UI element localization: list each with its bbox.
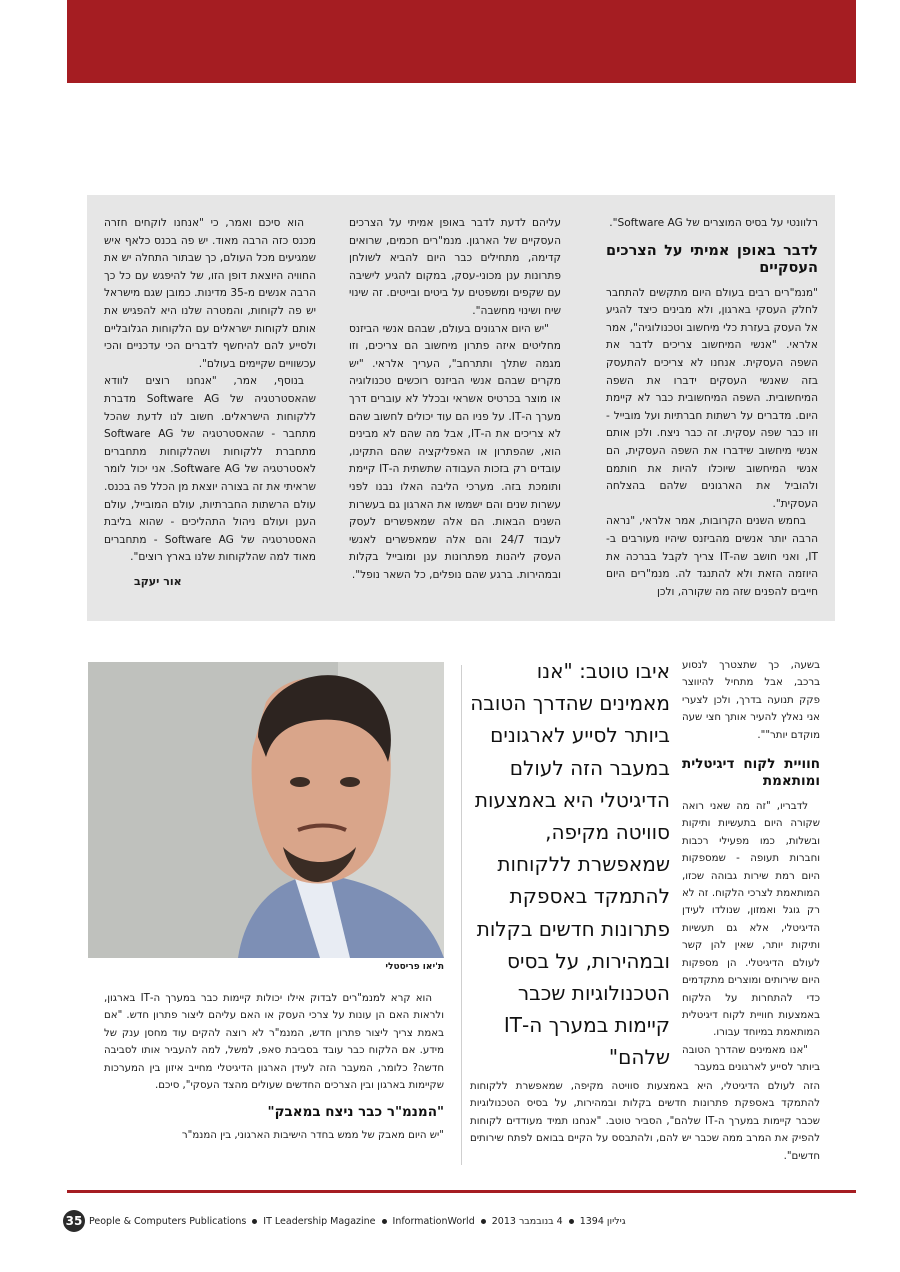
paragraph: "מנמ"רים רבים בעולם היום מתקשים להתחבר לחלק העסקי בארגון, ולא מבינים כיצד להגיע אל העסק בעזרת כלי מיחשוב וטכנולוגיה", אמר אלראי. "אנשי המיחשוב צריכים לדבר את השפה העסקית. אנחנו לא צריכים להתעסק בזה שאנשי העסקים ידברו את השפה המיחשובית. השפה המיחשובית כבר לא קיימת היום. מדברים על רשתות חברתיות ועל מובייל - וזו כבר שפה עסקית. זה כבר ניצח. ולכן אותם אנשי מיחשוב שידברו את השפה העסקית, הם אנשי המיחשוב שיוכלו להיות את חותמם ולהוביל את הארגונים שלהם בהצלחה העסקית". bbox=[606, 286, 818, 510]
paragraph: בשעה, כך שתצטרך לנסוע ברכב, אבל מתחיל להיווצר פקק תנועה בדרך, ולכן לצערי אני נאלץ להעיר אותך חצי שעה מוקדם יותר"". bbox=[682, 660, 820, 741]
pull-quote: איבו טוטב: "אנו מאמינים שהדרך הטובה ביותר לסייע לארגונים במעבר הזה לעולם הדיגיטלי היא באמצעות סוויטה מקיפה, שמאפשרת ללקוחות להתמקד באספקת פתרונות חדשים בקלות ובמהירות, על בסיס הטכנולוגיות שכבר קיימות במערך ה-IT שלהם" bbox=[470, 659, 670, 1070]
bullet-icon bbox=[252, 1219, 257, 1224]
paragraph: "אנו מאמינים שהדרך הטובה ביותר לסייע לארגונים במעבר bbox=[682, 1044, 820, 1074]
bullet-icon bbox=[382, 1219, 387, 1224]
paragraph: בחמש השנים הקרובות, אמר אלראי, "נראה הרבה יותר אנשים מהביזנס שיהיו מעורבים ב-IT, ואני חושב שה-IT צריך לקבל בברכה את היוזמה הזאת ולא להתנגד לה. מנמ"רים היום חייבים להפנים שזה מה שקורה, ולכן bbox=[606, 515, 818, 598]
paragraph: הוא קרא למנמ"רים לבדוק אילו יכולות קיימות כבר במערך ה-IT בארגון, ולראות האם הן עונות על צרכי העסק או האם עליהם ליצור פתרון חדש. "אם באמת צריך ליצור פתרון חדש, המנמ"ר לא רוצה להקים עוד מחסן ענק של מידע. אם הלקוח כבר עובד בסביבת סאפ, למשל, למה להעביר אותו לסביבה חדשה? כלומר, המעבר הזה לעידן הארגון הדיגיטלי מחייב איזון בין המערכות שקיימות בארגון ובין הצרכים החדשים שעולים מהצד העסקי", סיכם. bbox=[104, 993, 444, 1092]
paragraph: הזה לעולם הדיגיטלי, היא באמצעות סוויטה מקיפה, שמאפשרת ללקוחות להתמקד באספקת פתרונות חדשים בקלות ובמהירות, על בסיס הטכנולוגיות שכבר קיימות במערך ה-IT שלהם", הסביר טוטב. "אנחנו תמיד מעודדים לקוחות להפיק את המרב ממה שכבר יש להם, ולהתבסס על הקיים בבואם לפתח שירותים חדשים". bbox=[470, 1081, 821, 1162]
portrait-illustration bbox=[88, 662, 444, 958]
photo-caption: ת'יאו פריסטלי bbox=[385, 962, 444, 972]
box-column-right bbox=[606, 215, 818, 601]
main-column-right bbox=[682, 657, 820, 1077]
box-column-middle bbox=[349, 215, 561, 584]
publisher-name: People & Computers Publications bbox=[89, 1215, 247, 1227]
header-band bbox=[67, 0, 856, 83]
paragraph: בנוסף, אמר, "אנחנו רוצים לוודא שהאסטרטגיה של Software AG מדברת ללקוחות הישראלים. חשוב לנו לדעת שהכל מתחבר - שהאסטרטגיה של Software AG מתחברת ללקוחות ושהלקוחות מתחברים לאסטרטגיה של Software AG. אני יכול לומר שראיתי את זה בצורה יוצאת מן הכלל פה בכנס. עולם הרשתות החברתיות, עולם המובייל, עולם הענן ועולם ניהול התהליכים - שהוא בליבת האסטרטגיה של Software AG - מתחברים מאוד למה שהלקוחות שלנו בארץ רוצים". bbox=[103, 375, 317, 564]
main-column-left bbox=[104, 990, 444, 1145]
magazine-name: IT Leadership Magazine bbox=[263, 1215, 376, 1227]
footer bbox=[63, 1209, 863, 1233]
paragraph: לדבריו, "זה מה שאני רואה שקורה היום בתעשיות ותיקות ובשלות, כמו מפעילי רכבות וחברות תעופה - שמספקות היום רמת שירות גבוהה שכזו, המותאמת לצרכי הלקוח. זה לא רק גוגל ואמזון, שנולדו לעידן הדיגיטלי, אלא גם תעשיות ותיקות יותר, שאין להן קשר לעולם הדיגיטלי. הן מספקות היום שירותים ומוצרים מתקדמים כדי להתחרות על הלקוח באמצעות חוויית לקוח דיגיטלית המותאמת במיוחד עבורו. bbox=[682, 801, 820, 1039]
paragraph: רלוונטי על בסיס המוצרים של Software AG". bbox=[609, 217, 818, 229]
section-heading: לדבר באופן אמיתי על הצרכים העסקיים bbox=[606, 242, 818, 276]
main-column-right-wide bbox=[470, 1078, 820, 1165]
page-number: 35 bbox=[63, 1210, 85, 1232]
paragraph: "יש היום מאבק של ממש בחדר הישיבות הארגוני, בין המנמ"ר bbox=[181, 1130, 444, 1142]
paragraph: הוא סיכם ואמר, כי "אנחנו לוקחים חזרה מכנס כזה הרבה מאוד. יש פה בכנס כלאף איש שמגיעים מכל העולם, כך שבתור התחלה יש את החוויה היוצאת דופן הזו, של להיפגש עם כל כך הרבה אנשים מ-35 מדינות. כמובן שגם מישראל יש פה לקוחות, והמטרה שלנו היא להפגיש את אותם לקוחות ישראלים עם הלקוחות הגלובליים ולסייע להם להיחשף לדברים הכי עדכניים והכי עכשוויים שקיימים בעולם". bbox=[104, 217, 316, 370]
footer-rule bbox=[67, 1190, 856, 1193]
paragraph: "יש היום ארגונים בעולם, שבהם אנשי הביזנס מחליטים איזה פתרון מיחשוב הם צריכים, וזו מגמה שתלך ותתרחב", העריך אלראי. "יש מקרים שבהם אנשי הביזנס רוכשים טכנולוגיה או מוצר בכרטיס אשראי ובכלל לא עוברים דרך מערך ה-IT. על פניו הם עוד יכולים לחשוב שהם לא צריכים את ה-IT, אבל מה שהם לא מבינים הוא, שהפתרון או האפליקציה שהם התקינו, עובדים רק בזכות העבודה שתשתית ה-IT קיימת ותומכת בזה. מערכי הליבה האלו נבנו לפני עשרות שנים והם ישמשו את הארגון גם בעשרות השנים הבאות. הם אלה שמאפשרים לעסק לעבוד 24/7 והם אלה שמאפשרים לאנשי העסק ליהנות מפתרונות ענן ומובייל בקלות ובמהירות. ברגע שהם נופלים, כל השאר נופל". bbox=[349, 322, 561, 581]
author-byline: אור יעקב bbox=[134, 574, 182, 588]
portrait-photo bbox=[88, 662, 444, 958]
box-column-left bbox=[104, 215, 316, 590]
section-heading: "המנמ"ר כבר ניצח במאבק" bbox=[267, 1104, 444, 1121]
issue-number: גיליון 1394 bbox=[579, 1215, 626, 1227]
paragraph: עליהם לדעת לדבר באופן אמיתי על הצרכים העסקיים של הארגון. מנמ"רים חכמים, שרואים קדימה, מתחילים כבר היום להביא לשולחן פתרונות ענן מכוני-עסק, במקום להגיע לישיבה עם שקפים ומשפטים על ביטים ובייטים. זה שינוי שיח ושינוי מחשבה". bbox=[349, 217, 561, 317]
bullet-icon bbox=[569, 1219, 574, 1224]
issue-date: 4 בנובמבר 2013 bbox=[491, 1215, 563, 1227]
magazine-name: InformationWorld bbox=[392, 1215, 475, 1227]
bullet-icon bbox=[481, 1219, 486, 1224]
section-heading: חוויית לקוח דיגיטלית ומותאמת bbox=[682, 756, 820, 790]
column-divider bbox=[461, 665, 462, 1165]
